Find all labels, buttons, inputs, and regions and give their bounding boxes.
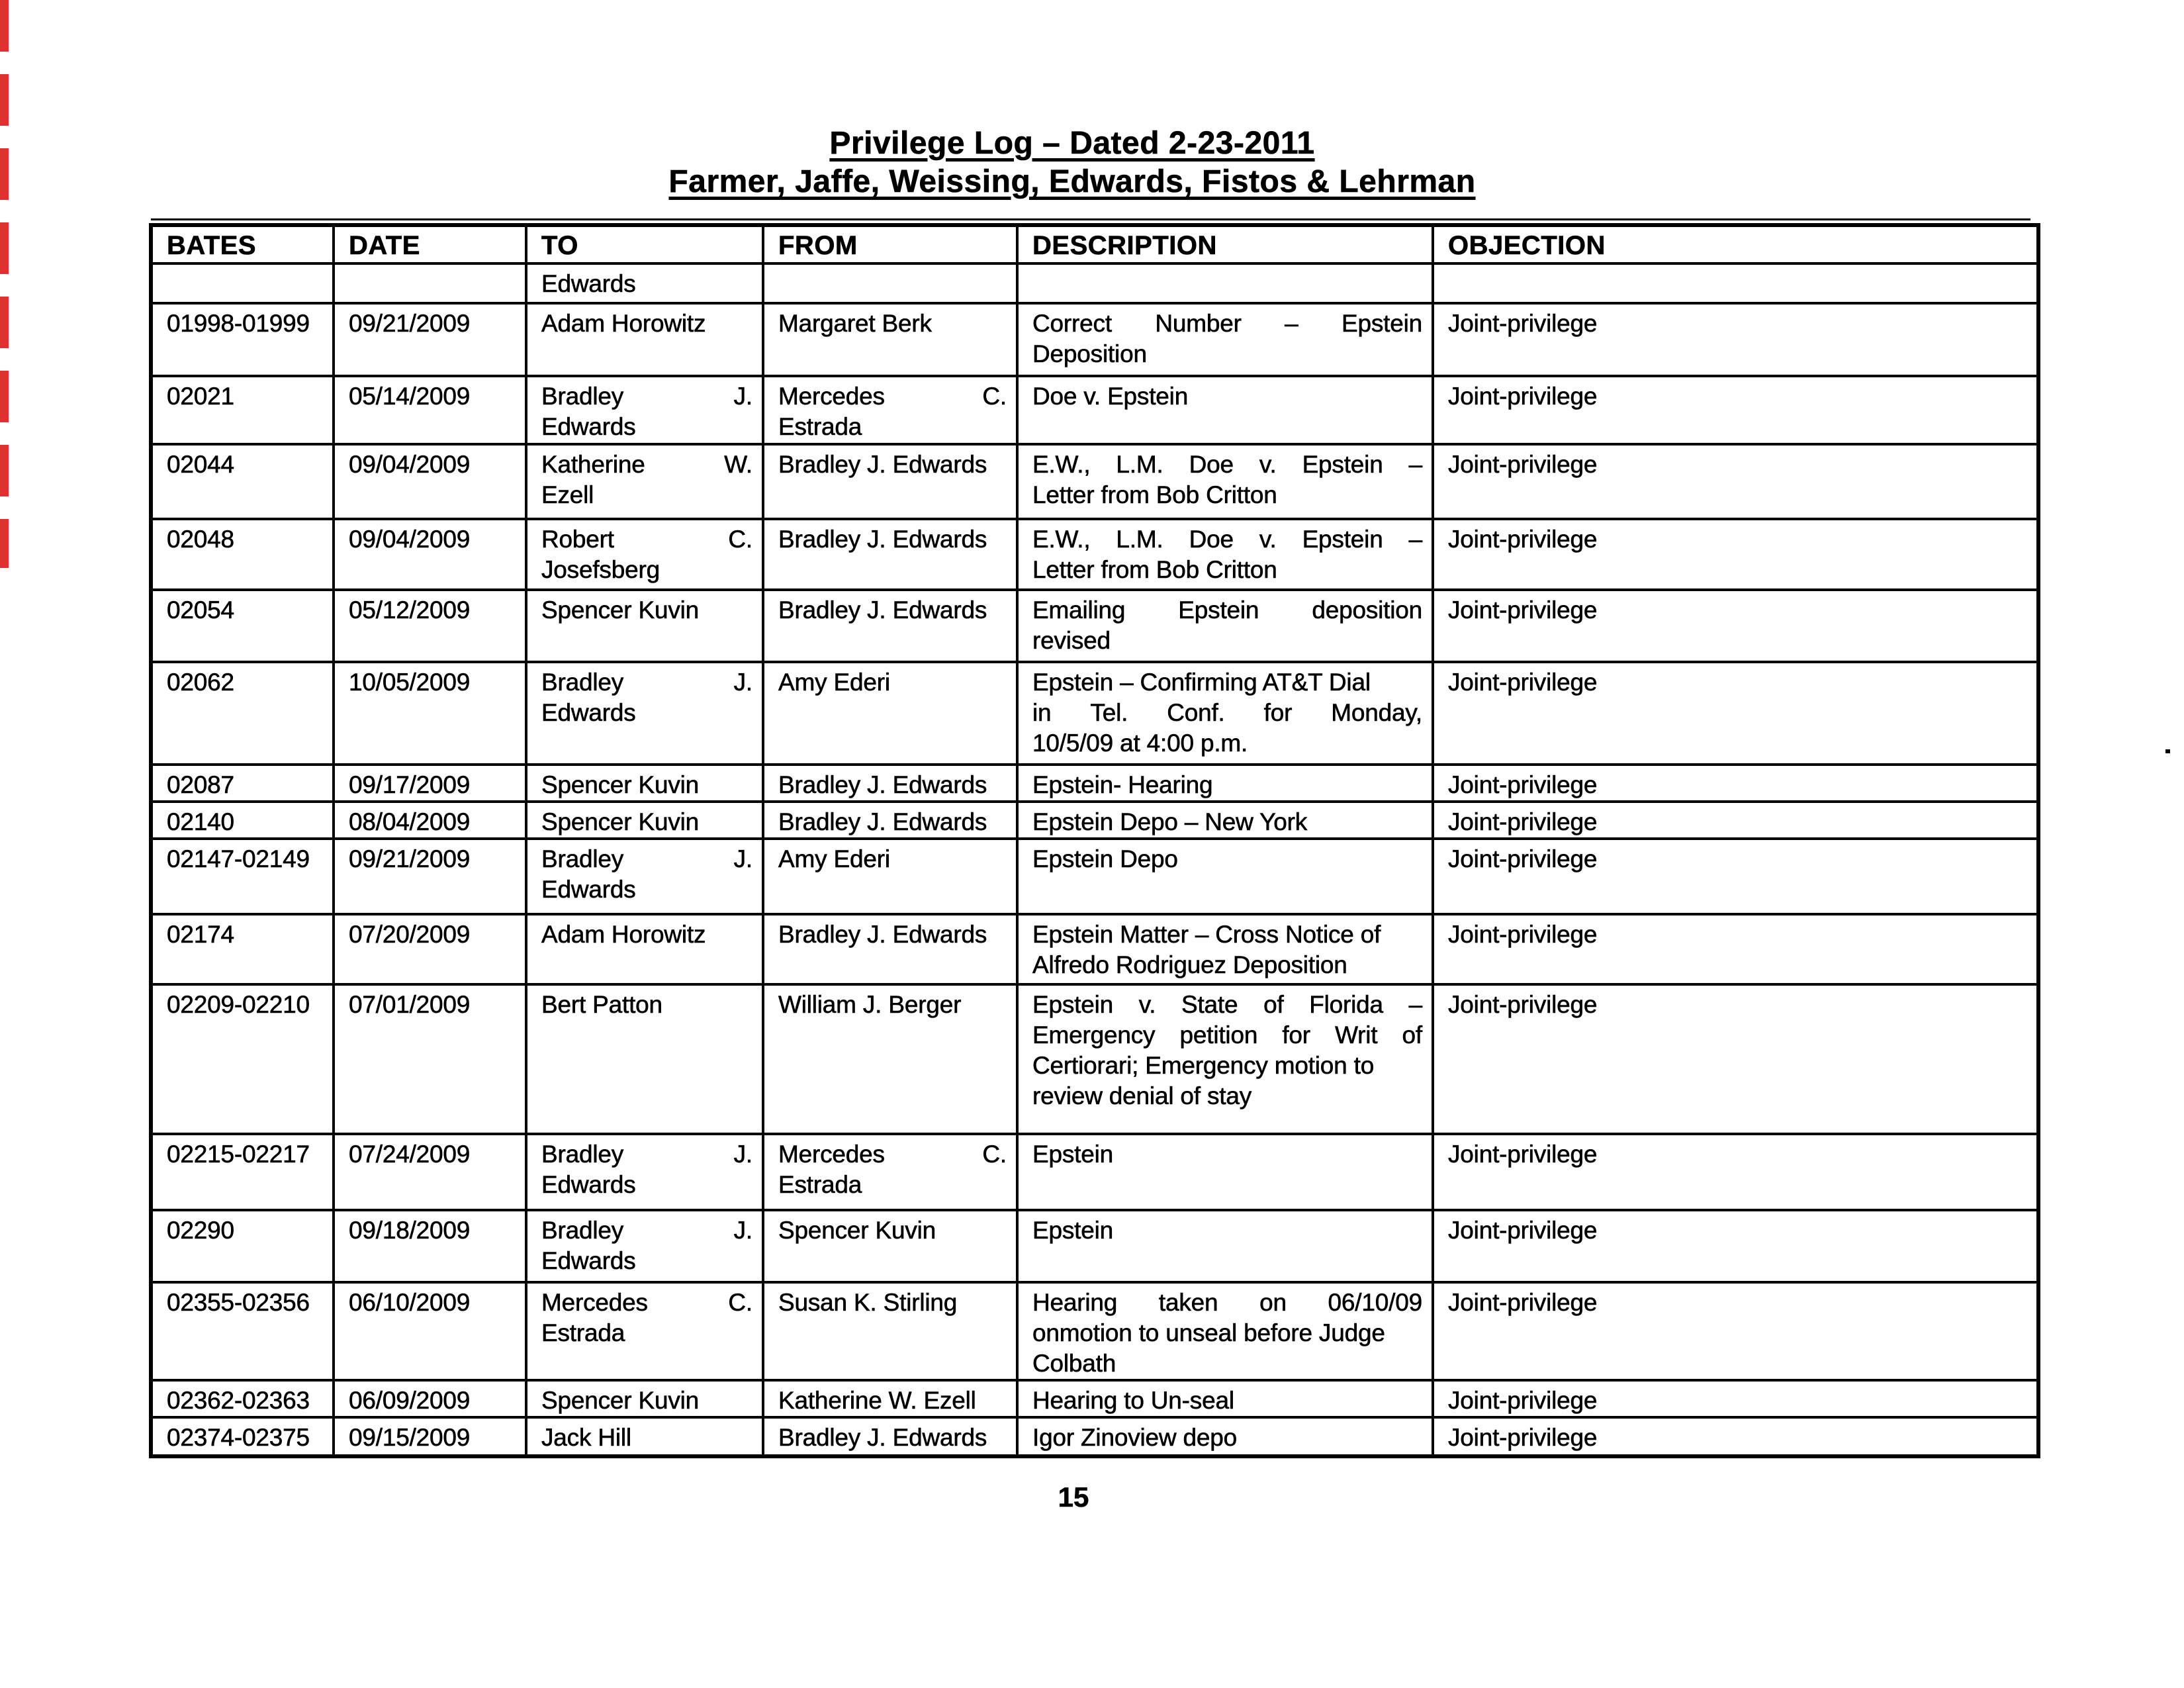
to-cell: Bradley J. Edwards [526, 839, 763, 914]
table-row [151, 376, 2038, 444]
from-cell: Bradley J. Edwards [763, 802, 1017, 839]
bates-cell: 02362-02363 [151, 1380, 334, 1417]
objection-cell: Joint-privilege [1433, 802, 2038, 839]
bates-cell: 02374-02375 [151, 1417, 334, 1456]
column-header-from: FROM [763, 225, 1017, 263]
objection-cell: Joint-privilege [1433, 590, 2038, 662]
date-cell [334, 263, 526, 303]
date-cell: 08/04/2009 [334, 802, 526, 839]
column-header-description: DESCRIPTION [1017, 225, 1433, 263]
page-subtitle: Farmer, Jaffe, Weissing, Edwards, Fistos & Lehrman [668, 164, 1476, 199]
table-row [151, 1134, 2038, 1210]
bates-cell: 01998-01999 [151, 303, 334, 376]
description-cell: Epstein [1017, 1210, 1433, 1282]
to-cell: Spencer Kuvin [526, 590, 763, 662]
date-cell: 09/21/2009 [334, 839, 526, 914]
objection-cell: Joint-privilege [1433, 765, 2038, 802]
date-cell: 05/14/2009 [334, 376, 526, 444]
table-row [151, 802, 2038, 839]
date-cell: 09/18/2009 [334, 1210, 526, 1282]
from-cell: Spencer Kuvin [763, 1210, 1017, 1282]
objection-cell: Joint-privilege [1433, 519, 2038, 590]
bates-cell: 02087 [151, 765, 334, 802]
from-cell: William J. Berger [763, 984, 1017, 1134]
from-cell: Bradley J. Edwards [763, 1417, 1017, 1456]
table-row [151, 519, 2038, 590]
to-cell: Adam Horowitz [526, 303, 763, 376]
to-cell: Bradley J. Edwards [526, 1210, 763, 1282]
description-cell: Epstein – Confirming AT&T Dial in Tel. Conf. for Monday, 10/5/09 at 4:00 p.m. [1017, 662, 1433, 765]
from-cell: Amy Ederi [763, 662, 1017, 765]
from-cell: Susan K. Stirling [763, 1282, 1017, 1380]
bates-cell: 02021 [151, 376, 334, 444]
scan-artifact-red-stripe [0, 0, 9, 568]
from-cell: Mercedes C. Estrada [763, 376, 1017, 444]
date-cell: 07/24/2009 [334, 1134, 526, 1210]
date-cell: 07/20/2009 [334, 914, 526, 984]
header-row [151, 225, 2038, 263]
column-header-bates: BATES [151, 225, 334, 263]
date-cell: 10/05/2009 [334, 662, 526, 765]
description-cell: Epstein Depo [1017, 839, 1433, 914]
bates-cell: 02140 [151, 802, 334, 839]
description-cell: E.W., L.M. Doe v. Epstein – Letter from Bob Critton [1017, 444, 1433, 519]
date-cell: 06/10/2009 [334, 1282, 526, 1380]
to-cell: Adam Horowitz [526, 914, 763, 984]
table-row [151, 1380, 2038, 1417]
from-cell: Bradley J. Edwards [763, 519, 1017, 590]
to-cell: Spencer Kuvin [526, 802, 763, 839]
to-cell: Robert C. Josefsberg [526, 519, 763, 590]
bates-cell: 02062 [151, 662, 334, 765]
to-cell: Bradley J. Edwards [526, 662, 763, 765]
to-cell: Bradley J. Edwards [526, 1134, 763, 1210]
scan-artifact-dot [2165, 749, 2170, 753]
objection-cell: Joint-privilege [1433, 376, 2038, 444]
date-cell: 07/01/2009 [334, 984, 526, 1134]
description-cell [1017, 263, 1433, 303]
table-row [151, 914, 2038, 984]
from-cell [763, 263, 1017, 303]
bates-cell: 02290 [151, 1210, 334, 1282]
date-cell: 05/12/2009 [334, 590, 526, 662]
bates-cell: 02209-02210 [151, 984, 334, 1134]
bates-cell: 02044 [151, 444, 334, 519]
objection-cell [1433, 263, 2038, 303]
page-number: 15 [1058, 1481, 1089, 1513]
description-cell: Epstein Matter – Cross Notice of Alfredo Rodriguez Deposition [1017, 914, 1433, 984]
table-row [151, 984, 2038, 1134]
from-cell: Margaret Berk [763, 303, 1017, 376]
bates-cell: 02174 [151, 914, 334, 984]
table-row [151, 444, 2038, 519]
from-cell: Katherine W. Ezell [763, 1380, 1017, 1417]
description-cell: Epstein v. State of Florida – Emergency petition for Writ of Certiorari; Emergency motion to review denial of stay [1017, 984, 1433, 1134]
from-cell: Bradley J. Edwards [763, 914, 1017, 984]
table-row [151, 839, 2038, 914]
description-cell: Doe v. Epstein [1017, 376, 1433, 444]
document-header [0, 124, 2144, 201]
bates-cell: 02215-02217 [151, 1134, 334, 1210]
to-cell: Edwards [526, 263, 763, 303]
to-cell: Mercedes C. Estrada [526, 1282, 763, 1380]
date-cell: 06/09/2009 [334, 1380, 526, 1417]
description-cell: E.W., L.M. Doe v. Epstein – Letter from Bob Critton [1017, 519, 1433, 590]
from-cell: Amy Ederi [763, 839, 1017, 914]
description-cell: Epstein [1017, 1134, 1433, 1210]
bates-cell: 02054 [151, 590, 334, 662]
objection-cell: Joint-privilege [1433, 839, 2038, 914]
table-row [151, 1210, 2038, 1282]
column-header-date: DATE [334, 225, 526, 263]
objection-cell: Joint-privilege [1433, 984, 2038, 1134]
to-cell: Spencer Kuvin [526, 1380, 763, 1417]
description-cell: Igor Zinoview depo [1017, 1417, 1433, 1456]
to-cell: Jack Hill [526, 1417, 763, 1456]
objection-cell: Joint-privilege [1433, 1282, 2038, 1380]
page-title: Privilege Log – Dated 2-23-2011 [829, 126, 1315, 161]
objection-cell: Joint-privilege [1433, 662, 2038, 765]
bates-cell: 02355-02356 [151, 1282, 334, 1380]
description-cell: Emailing Epstein deposition revised [1017, 590, 1433, 662]
bates-cell [151, 263, 334, 303]
description-cell: Correct Number – Epstein Deposition [1017, 303, 1433, 376]
date-cell: 09/15/2009 [334, 1417, 526, 1456]
table-row [151, 590, 2038, 662]
table-row [151, 765, 2038, 802]
table-row [151, 662, 2038, 765]
date-cell: 09/04/2009 [334, 519, 526, 590]
table-row [151, 303, 2038, 376]
objection-cell: Joint-privilege [1433, 303, 2038, 376]
table-row [151, 1282, 2038, 1380]
description-cell: Epstein Depo – New York [1017, 802, 1433, 839]
description-cell: Epstein- Hearing [1017, 765, 1433, 802]
to-cell: Bradley J. Edwards [526, 376, 763, 444]
to-cell: Spencer Kuvin [526, 765, 763, 802]
date-cell: 09/17/2009 [334, 765, 526, 802]
objection-cell: Joint-privilege [1433, 1417, 2038, 1456]
bates-cell: 02147-02149 [151, 839, 334, 914]
table-top-rule [151, 218, 2030, 220]
to-cell: Katherine W. Ezell [526, 444, 763, 519]
objection-cell: Joint-privilege [1433, 1134, 2038, 1210]
date-cell: 09/21/2009 [334, 303, 526, 376]
table-row [151, 263, 2038, 303]
bates-cell: 02048 [151, 519, 334, 590]
column-header-to: TO [526, 225, 763, 263]
date-cell: 09/04/2009 [334, 444, 526, 519]
description-cell: Hearing taken on 06/10/09 onmotion to unseal before Judge Colbath [1017, 1282, 1433, 1380]
description-cell: Hearing to Un-seal [1017, 1380, 1433, 1417]
privilege-log-table [149, 223, 2040, 1458]
objection-cell: Joint-privilege [1433, 914, 2038, 984]
from-cell: Bradley J. Edwards [763, 765, 1017, 802]
table-row [151, 1417, 2038, 1456]
from-cell: Bradley J. Edwards [763, 444, 1017, 519]
objection-cell: Joint-privilege [1433, 1380, 2038, 1417]
from-cell: Mercedes C. Estrada [763, 1134, 1017, 1210]
from-cell: Bradley J. Edwards [763, 590, 1017, 662]
column-header-objection: OBJECTION [1433, 225, 2038, 263]
objection-cell: Joint-privilege [1433, 1210, 2038, 1282]
objection-cell: Joint-privilege [1433, 444, 2038, 519]
to-cell: Bert Patton [526, 984, 763, 1134]
